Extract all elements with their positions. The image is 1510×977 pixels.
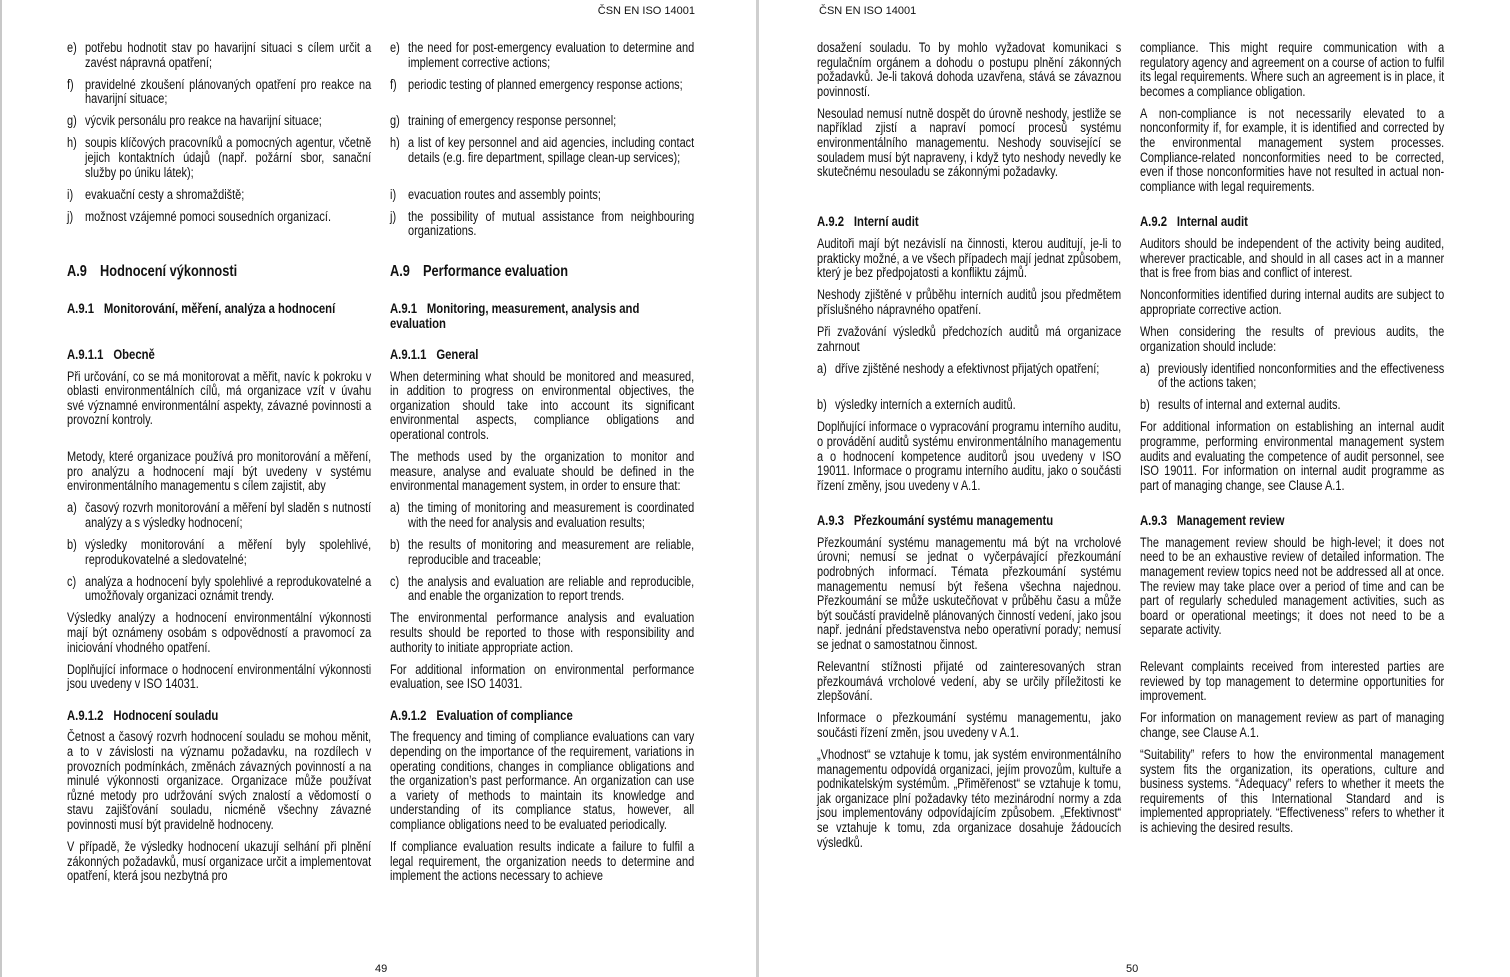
english-column bbox=[1140, 420, 1444, 493]
section-number: A.9.1 bbox=[390, 301, 418, 317]
bilingual-row bbox=[817, 325, 1444, 354]
english-column bbox=[390, 708, 694, 723]
bilingual-row bbox=[817, 398, 1444, 413]
czech-column bbox=[67, 301, 371, 331]
english-column bbox=[1140, 536, 1444, 653]
list-text: pravidelné zkoušení plánovaných opatření pro reakce na havarijní situace; bbox=[85, 76, 372, 107]
list-text: a list of key personnel and aid agencies, including contact details (e.g. fire department, spillage clean-up services); bbox=[408, 135, 695, 166]
paragraph: The frequency and timing of compliance evaluations can vary depending on the importance of the requirement, variations in operating conditions, changes in compliance obligations and the organization’s past performance. An organization can use a variety of methods to maintain its knowledge and understanding of its compliance status, however, all compliance obligations need to be evaluated periodically. bbox=[390, 729, 695, 832]
bilingual-row bbox=[817, 288, 1444, 317]
bilingual-row bbox=[817, 237, 1444, 281]
czech-column bbox=[67, 538, 371, 567]
czech-column bbox=[67, 210, 371, 239]
bilingual-row bbox=[817, 107, 1444, 195]
bilingual-row bbox=[67, 611, 694, 655]
list-label: e) bbox=[67, 40, 77, 55]
czech-column bbox=[817, 288, 1121, 317]
english-column bbox=[1140, 398, 1444, 413]
list-item bbox=[390, 136, 694, 165]
paragraph: The methods used by the organization to monitor and measure, analyse and evaluate should be defined in the environmental management system, in order to ensure that: bbox=[390, 449, 695, 494]
czech-column bbox=[817, 536, 1121, 653]
list-text: evacuation routes and assembly points; bbox=[408, 186, 601, 202]
list-item bbox=[817, 362, 1121, 377]
section-title: Monitoring, measurement, analysis and evaluation bbox=[390, 301, 640, 332]
paragraph: For additional information on establishing an internal audit programme, performing environmental management system audits and evaluating the competence of audit personnel, see ISO 19011. For information on internal audit programme as part of managing change, see Clause A.1. bbox=[1140, 419, 1445, 493]
section-number: A.9 bbox=[390, 263, 410, 281]
english-column bbox=[1140, 41, 1444, 99]
bilingual-row bbox=[67, 136, 694, 180]
english-column bbox=[390, 188, 694, 203]
list-item bbox=[1140, 398, 1444, 413]
paragraph: Nonconformities identified during internal audits are subject to appropriate corrective action. bbox=[1140, 287, 1445, 317]
list-item bbox=[67, 114, 371, 129]
bilingual-row bbox=[67, 78, 694, 107]
list-label: a) bbox=[1140, 360, 1150, 376]
czech-column bbox=[67, 114, 371, 129]
bilingual-row bbox=[67, 538, 694, 567]
section-heading bbox=[390, 347, 694, 362]
english-column bbox=[1140, 660, 1444, 704]
list-label: b) bbox=[1140, 397, 1150, 413]
list-text: the possibility of mutual assistance from neighbouring organizations. bbox=[408, 208, 695, 239]
bilingual-row bbox=[817, 214, 1444, 229]
czech-column bbox=[67, 611, 371, 655]
paragraph: For additional information on environmental performance evaluation, see ISO 14031. bbox=[390, 661, 695, 692]
czech-column bbox=[817, 325, 1121, 354]
czech-column bbox=[67, 41, 371, 70]
list-text: analýza a hodnocení byly spolehlivé a reprodukovatelné a umožňovaly organizaci oznámit trendy. bbox=[85, 573, 372, 604]
list-item bbox=[390, 78, 694, 93]
list-item bbox=[390, 538, 694, 567]
section-number: A.9 bbox=[67, 263, 87, 281]
list-label: c) bbox=[390, 573, 400, 589]
bilingual-row bbox=[817, 362, 1444, 391]
english-column bbox=[1140, 325, 1444, 354]
list-label: a) bbox=[817, 360, 827, 376]
list-item bbox=[390, 210, 694, 239]
english-column bbox=[390, 611, 694, 655]
section-heading bbox=[67, 347, 371, 362]
bilingual-row bbox=[67, 501, 694, 530]
list-label: g) bbox=[390, 113, 400, 129]
bilingual-row bbox=[67, 188, 694, 203]
english-column bbox=[390, 730, 694, 832]
english-column bbox=[1140, 362, 1444, 391]
english-column bbox=[390, 347, 694, 362]
paragraph: If compliance evaluation results indicate a failure to fulfil a legal requirement, the organization needs to determine and implement the actions necessary to achieve bbox=[390, 838, 695, 884]
paragraph: Metody, které organizace používá pro monitorování a měření, pro analýzu a hodnocení mají být uvedeny v systému environmentálního managementu s cílem zajistit, aby bbox=[67, 449, 372, 494]
czech-column bbox=[817, 41, 1121, 99]
list-text: periodic testing of planned emergency response actions; bbox=[408, 76, 683, 92]
list-text: the timing of monitoring and measurement is coordinated with the need for analysis and evaluation results; bbox=[408, 500, 695, 530]
english-column bbox=[1140, 214, 1444, 229]
bilingual-row bbox=[67, 41, 694, 70]
section-heading bbox=[67, 301, 371, 316]
bilingual-row bbox=[817, 711, 1444, 740]
section-heading bbox=[1140, 214, 1444, 229]
paragraph: When determining what should be monitored and measured, in addition to progress on environmental objectives, the organization should take into account its significant environmental aspects, compliance obligations and operational controls. bbox=[390, 368, 695, 442]
english-column bbox=[1140, 513, 1444, 528]
list-label: j) bbox=[390, 208, 397, 224]
section-number: A.9.3 bbox=[1140, 513, 1168, 529]
list-label: f) bbox=[67, 76, 74, 92]
paragraph: Nesoulad nemusí nutně dospět do úrovně neshody, jestliže se například zjistí a napraví pomocí procesů systému environmentálního managementu. Neshody související se souladem musí být napraveny, i když tyto neshody nevedly ke skutečnému nesouladu se zákonnými požadavky. bbox=[817, 105, 1122, 180]
english-column bbox=[390, 301, 694, 331]
section-title: Performance evaluation bbox=[423, 263, 569, 281]
czech-column bbox=[817, 748, 1121, 850]
list-label: c) bbox=[67, 573, 77, 589]
paragraph: Při zvažování výsledků předchozích auditů má organizace zahrnout bbox=[817, 323, 1122, 354]
section-heading bbox=[67, 708, 371, 723]
page-body bbox=[67, 41, 694, 884]
list-item bbox=[67, 210, 371, 225]
paragraph: Auditors should be independent of the activity being audited, wherever practicable, and should in all cases act in a manner that is free from bias and conflict of interest. bbox=[1140, 235, 1445, 281]
page-number: 50 bbox=[1126, 963, 1139, 975]
list-label: a) bbox=[67, 500, 77, 516]
section-heading bbox=[67, 263, 371, 281]
list-item bbox=[67, 575, 371, 604]
english-column bbox=[390, 210, 694, 239]
czech-column bbox=[817, 420, 1121, 493]
english-column bbox=[390, 840, 694, 884]
page-body bbox=[817, 41, 1444, 850]
paragraph: „Vhodnost“ se vztahuje k tomu, jak systém environmentálního managementu odpovídá organizaci, jejím provozům, kultuře a podnikatelským systémům. „Přiměřenost“ se vztahuje k tomu, jak organizace plní požadavky této mezinárodní normy a zda jsou implementovány odpovídajícím způsobem. „Efektivnost“ se vztahuje k tomu, zda organizace dosahuje žádoucích výsledků. bbox=[817, 747, 1122, 850]
section-number: A.9.1.1 bbox=[390, 347, 427, 363]
section-title: Obecně bbox=[113, 347, 155, 363]
list-label: b) bbox=[390, 536, 400, 552]
english-column bbox=[390, 663, 694, 692]
english-column bbox=[390, 501, 694, 530]
bilingual-row bbox=[67, 347, 694, 362]
czech-column bbox=[67, 188, 371, 203]
section-heading bbox=[1140, 513, 1444, 528]
list-label: g) bbox=[67, 113, 77, 129]
list-label: e) bbox=[390, 40, 400, 55]
english-column bbox=[1140, 711, 1444, 740]
page-50 bbox=[759, 0, 1510, 977]
english-column bbox=[390, 575, 694, 604]
section-title: Monitorování, měření, analýza a hodnocení bbox=[103, 301, 336, 317]
section-heading bbox=[817, 513, 1121, 528]
czech-column bbox=[67, 78, 371, 107]
list-item bbox=[390, 114, 694, 129]
english-column bbox=[390, 41, 694, 70]
list-text: výcvik personálu pro reakce na havarijní situace; bbox=[85, 113, 322, 129]
list-item bbox=[67, 78, 371, 107]
section-title: Hodnocení souladu bbox=[113, 707, 219, 723]
section-number: A.9.1.1 bbox=[67, 347, 104, 363]
paragraph: The management review should be high-level; it does not need to be an exhaustive review of detailed information. The management review topics need not be addressed all at once. The review may take place over a period of time and can be part of regularly scheduled management activities, such as board or operational meetings; it does not need to be a separate activity. bbox=[1140, 534, 1445, 638]
list-text: the analysis and evaluation are reliable and reproducible, and enable the organization to report trends. bbox=[408, 573, 695, 604]
list-item bbox=[67, 41, 371, 70]
paragraph: Výsledky analýzy a hodnocení environmentální výkonnosti mají být oznámeny osobám s odpovědností a pravomocí za iniciování vhodného opatření. bbox=[67, 610, 372, 655]
bilingual-row bbox=[67, 301, 694, 331]
czech-column bbox=[817, 107, 1121, 195]
list-text: training of emergency response personnel; bbox=[408, 113, 617, 129]
bilingual-row bbox=[817, 660, 1444, 704]
czech-column bbox=[67, 501, 371, 530]
paragraph: Informace o přezkoumání systému managementu, jako součásti řízení změn, jsou uvedeny v A.1. bbox=[817, 710, 1122, 740]
bilingual-row bbox=[67, 708, 694, 723]
section-heading bbox=[817, 214, 1121, 229]
bilingual-row bbox=[67, 575, 694, 604]
czech-column bbox=[817, 237, 1121, 281]
list-text: results of internal and external audits. bbox=[1158, 397, 1341, 413]
list-label: h) bbox=[67, 135, 77, 151]
czech-column bbox=[817, 214, 1121, 229]
list-item bbox=[67, 136, 371, 180]
bilingual-row bbox=[67, 114, 694, 129]
czech-column bbox=[67, 347, 371, 362]
czech-column bbox=[817, 362, 1121, 391]
czech-column bbox=[67, 575, 371, 604]
czech-column bbox=[817, 711, 1121, 740]
czech-column bbox=[67, 136, 371, 180]
section-heading bbox=[390, 301, 694, 331]
section-number: A.9.1.2 bbox=[390, 707, 427, 723]
list-item bbox=[390, 575, 694, 604]
list-item bbox=[67, 501, 371, 530]
list-item bbox=[1140, 362, 1444, 391]
list-label: a) bbox=[390, 500, 400, 516]
paragraph: Neshody zjištěné v průběhu interních auditů jsou předmětem příslušného nápravného opatření. bbox=[817, 287, 1122, 317]
paragraph: When considering the results of previous audits, the organization should include: bbox=[1140, 323, 1445, 354]
paragraph: compliance. This might require communication with a regulatory agency and agreement on a course of action to fulfil its legal requirements. Where such an agreement is in place, it becomes a compliance obligation. bbox=[1140, 40, 1445, 99]
czech-column bbox=[67, 450, 371, 494]
czech-column bbox=[817, 513, 1121, 528]
bilingual-row bbox=[817, 748, 1444, 850]
list-text: časový rozvrh monitorování a měření byl sladěn s nutností analýzy a s výsledky hodnocení; bbox=[85, 500, 372, 530]
bilingual-row bbox=[817, 420, 1444, 493]
list-text: potřebu hodnotit stav po havarijní situaci s cílem určit a zavést nápravná opatření; bbox=[85, 40, 372, 70]
bilingual-row bbox=[67, 730, 694, 832]
english-column bbox=[1140, 237, 1444, 281]
czech-column bbox=[67, 263, 371, 281]
english-column bbox=[390, 450, 694, 494]
bilingual-row bbox=[67, 263, 694, 281]
list-label: b) bbox=[817, 397, 827, 413]
section-title: Internal audit bbox=[1176, 214, 1248, 230]
czech-column bbox=[67, 663, 371, 692]
paragraph: Doplňující informace o hodnocení environmentální výkonnosti jsou uvedeny v ISO 14031. bbox=[67, 661, 372, 692]
section-heading bbox=[390, 708, 694, 723]
section-number: A.9.1.2 bbox=[67, 707, 104, 723]
english-column bbox=[390, 114, 694, 129]
list-text: výsledky interních a externích auditů. bbox=[835, 397, 1016, 413]
english-column bbox=[390, 370, 694, 443]
paragraph: A non-compliance is not necessarily elevated to a nonconformity if, for example, it is identified and corrected by the environmental management system processes. Compliance-related nonconformities need to be corrected, even if those nonconformities have not resulted in actual non-compliance with legal requirements. bbox=[1140, 105, 1445, 194]
list-text: výsledky monitorování a měření byly spolehlivé, reprodukovatelné a sledovatelné; bbox=[85, 536, 372, 567]
list-text: dříve zjištěné neshody a efektivnost přijatých opatření; bbox=[835, 360, 1100, 376]
list-label: f) bbox=[390, 76, 397, 92]
paragraph: For information on management review as part of managing change, see Clause A.1. bbox=[1140, 710, 1445, 740]
section-number: A.9.1 bbox=[67, 301, 95, 317]
section-number: A.9.2 bbox=[1140, 214, 1168, 230]
czech-column bbox=[67, 708, 371, 723]
paragraph: Auditoři mají být nezávislí na činnosti, kterou auditují, je-li to prakticky možné, a ve všech případech mají jednat způsobem, který je bez předpojatosti a konfliktu zájmů. bbox=[817, 235, 1122, 281]
paragraph: dosažení souladu. To by mohlo vyžadovat komunikaci s regulačním orgánem a dohodu o postupu plnění zákonných požadavků. Je-li taková dohoda uzavřena, stává se závaznou povinností. bbox=[817, 40, 1122, 99]
section-title: Evaluation of compliance bbox=[436, 707, 573, 723]
running-head: ČSN EN ISO 14001 bbox=[819, 5, 917, 17]
list-label: i) bbox=[67, 186, 74, 202]
bilingual-row bbox=[817, 536, 1444, 653]
section-number: A.9.3 bbox=[817, 513, 845, 529]
list-item bbox=[67, 538, 371, 567]
section-title: General bbox=[436, 347, 479, 363]
section-heading bbox=[390, 263, 694, 281]
paragraph: Relevant complaints received from interested parties are reviewed by top management to determine opportunities for improvement. bbox=[1140, 659, 1445, 704]
english-column bbox=[1140, 748, 1444, 850]
bilingual-row bbox=[67, 370, 694, 443]
list-item bbox=[390, 41, 694, 70]
paragraph: Četnost a časový rozvrh hodnocení souladu se mohou měnit, a to v závislosti na významu požadavku, na rozdílech v provozních podmínkách, změnách závazných povinností a na minulé výkonnosti organizace. Organizace může používat různé metody pro udržování svých znalostí a vědomostí o stavu zajišťování souladu, nicméně všechny závazné povinnosti musí být pravidelně hodnoceny. bbox=[67, 729, 372, 832]
list-text: previously identified nonconformities and the effectiveness of the actions taken; bbox=[1158, 360, 1445, 391]
page-number: 49 bbox=[375, 963, 388, 975]
bilingual-row bbox=[67, 663, 694, 692]
paragraph: Přezkoumání systému managementu má být na vrcholové úrovni; nemusí se jednat o vyčerpávající přezkoumání podrobných informací. Témata přezkoumání systému managementu nemusí být řešena všechna najednou. Přezkoumání se může uskutečňovat v průběhu času a může být součástí pravidelně plánovaných činností vedení, jako jsou např. jednání představenstva nebo operativní porady; nemusí se jednat o samostatnou činnost. bbox=[817, 534, 1122, 652]
list-label: j) bbox=[67, 208, 74, 224]
list-text: soupis klíčových pracovníků a pomocných agentur, včetně jejich kontaktních údajů (např. požární sbor, sanační služby po úniku látek); bbox=[85, 135, 372, 180]
list-item bbox=[67, 188, 371, 203]
list-label: i) bbox=[390, 186, 397, 202]
english-column bbox=[390, 136, 694, 180]
english-column bbox=[390, 538, 694, 567]
list-label: h) bbox=[390, 135, 400, 151]
list-text: evakuační cesty a shromaždiště; bbox=[85, 186, 245, 202]
list-text: the results of monitoring and measurement are reliable, reproducible and traceable; bbox=[408, 536, 695, 567]
section-title: Management review bbox=[1176, 513, 1285, 529]
english-column bbox=[390, 78, 694, 107]
running-head: ČSN EN ISO 14001 bbox=[597, 5, 695, 17]
czech-column bbox=[817, 660, 1121, 704]
section-title: Hodnocení výkonnosti bbox=[100, 263, 238, 281]
paragraph: Při určování, co se má monitorovat a měřit, navíc k pokroku v oblasti environmentálních cílů, má organizace vzít v úvahu své významné environmentální aspekty, závazné povinnosti a provozní kontroly. bbox=[67, 368, 372, 428]
list-text: možnost vzájemné pomoci sousedních organizací. bbox=[85, 208, 332, 224]
paragraph: “Suitability” refers to how the environmental management system fits the organization, its operations, culture and business systems. “Adequacy” refers to whether it meets the requirements of this International Standard and is implemented appropriately. “Effectiveness” refers to whether it is achieving the desired results. bbox=[1140, 747, 1445, 836]
paragraph: The environmental performance analysis and evaluation results should be reported to those with responsibility and authority to initiate appropriate action. bbox=[390, 610, 695, 655]
list-text: the need for post-emergency evaluation to determine and implement corrective actions; bbox=[408, 40, 695, 70]
list-item bbox=[390, 188, 694, 203]
section-number: A.9.2 bbox=[817, 214, 845, 230]
bilingual-row bbox=[67, 210, 694, 239]
czech-column bbox=[67, 730, 371, 832]
paragraph: V případě, že výsledky hodnocení ukazují selhání při plnění zákonných požadavků, musí organizace určit a implementovat opatření, která jsou nezbytná pro bbox=[67, 838, 372, 884]
english-column bbox=[1140, 107, 1444, 195]
section-title: Interní audit bbox=[853, 214, 919, 230]
bilingual-row bbox=[67, 450, 694, 494]
bilingual-row bbox=[817, 513, 1444, 528]
section-title: Přezkoumání systému managementu bbox=[853, 513, 1054, 529]
czech-column bbox=[817, 398, 1121, 413]
list-item bbox=[817, 398, 1121, 413]
paragraph: Doplňující informace o vypracování programu interního auditu, o provádění auditů systému environmentálního managementu a o hodnocení kompetence auditorů jsou uvedeny v ISO 19011. Informace o programu interního auditu, jako o součásti řízení změny, jsou uvedeny v A.1. bbox=[817, 419, 1122, 493]
paragraph: Relevantní stížnosti přijaté od zainteresovaných stran přezkoumává vrcholové vedení, aby se určily příležitosti ke zlepšování. bbox=[817, 659, 1122, 704]
english-column bbox=[1140, 288, 1444, 317]
czech-column bbox=[67, 370, 371, 443]
list-item bbox=[390, 501, 694, 530]
bilingual-row bbox=[817, 41, 1444, 99]
bilingual-row bbox=[67, 840, 694, 884]
english-column bbox=[390, 263, 694, 281]
czech-column bbox=[67, 840, 371, 884]
list-label: b) bbox=[67, 536, 77, 552]
